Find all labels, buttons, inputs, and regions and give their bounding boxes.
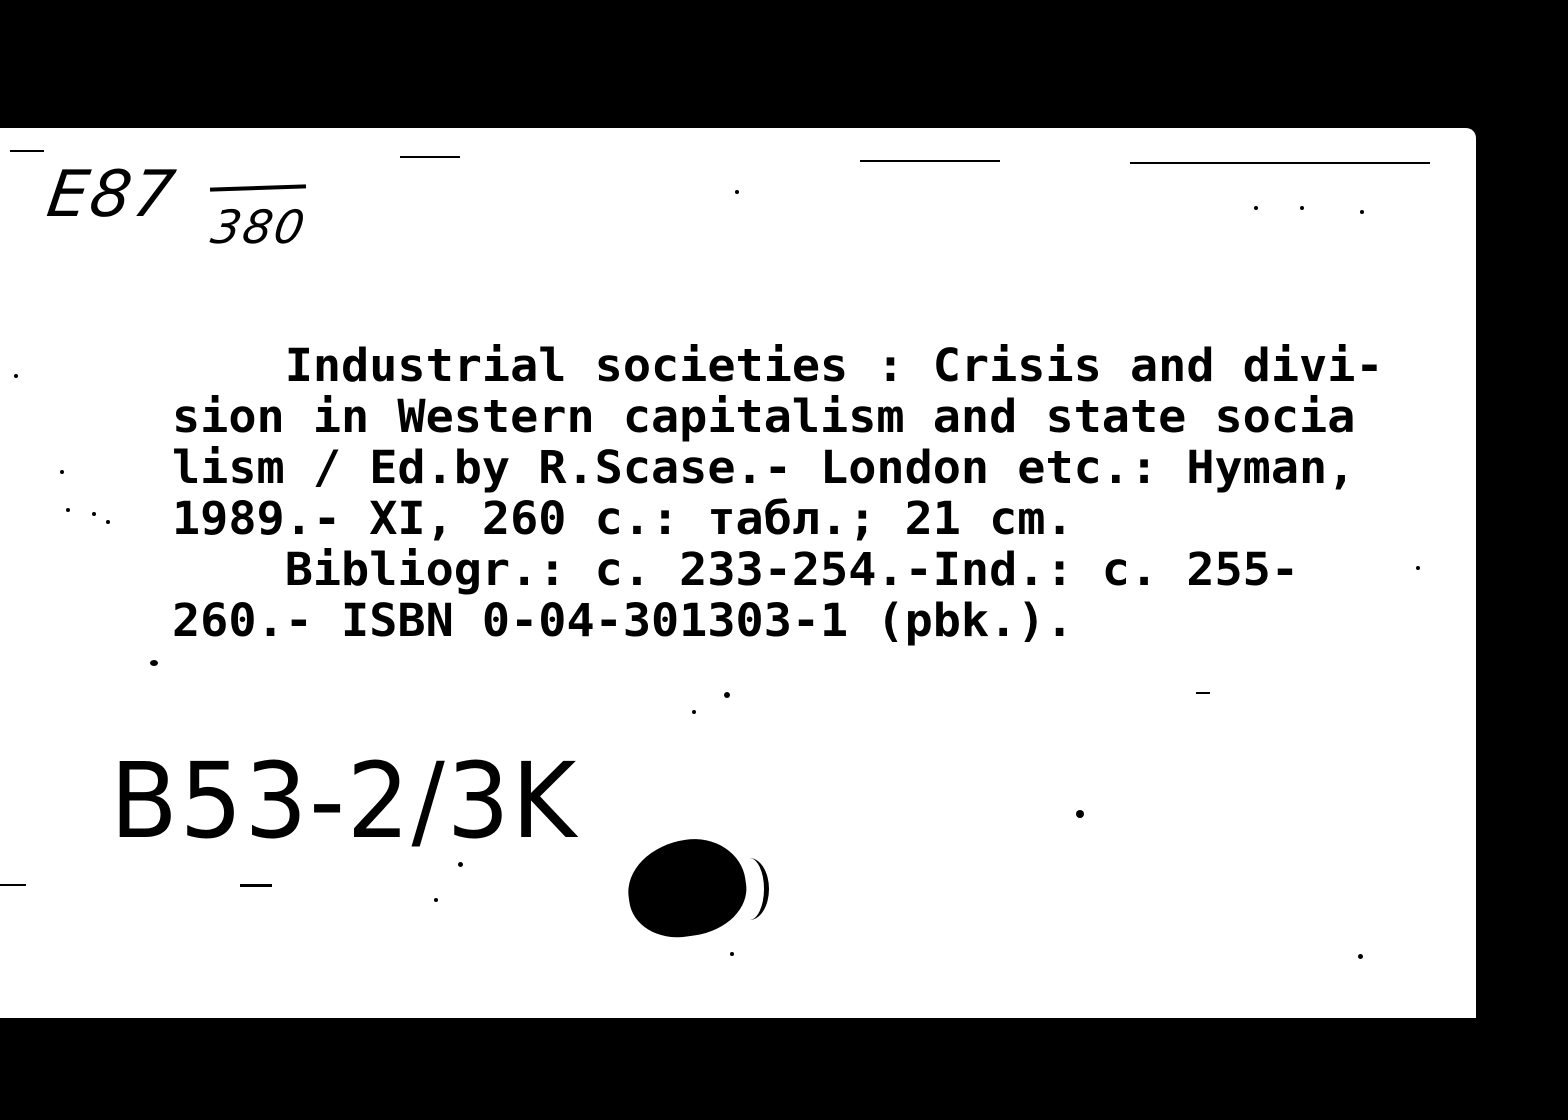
scan-noise-speck	[735, 190, 739, 194]
scan-noise-speck	[724, 692, 730, 698]
scan-noise-speck	[1300, 206, 1304, 210]
entry-line: lism / Ed.by R.Scase.- London etc.: Hyman,	[172, 441, 1356, 494]
scan-noise-dash	[860, 160, 1000, 162]
scan-noise-speck	[66, 508, 70, 512]
scan-noise-speck	[1076, 810, 1084, 818]
scan-noise-dash	[0, 884, 26, 886]
entry-line: Bibliogr.: c. 233-254.-Ind.: c. 255-	[172, 543, 1300, 596]
scan-noise-speck	[1360, 210, 1364, 214]
entry-line: sion in Western capitalism and state socia	[172, 390, 1356, 443]
entry-line: 1989.- XI, 260 c.: табл.; 21 cm.	[172, 492, 1074, 545]
scan-noise-speck	[1416, 566, 1420, 570]
scan-noise-speck	[434, 898, 438, 902]
scan-noise-speck	[730, 952, 734, 956]
scan-noise-dash	[1130, 162, 1430, 164]
handwritten-shelf-subcode: 380	[207, 200, 311, 254]
scan-noise-dash	[10, 150, 44, 152]
scan-noise-speck	[458, 862, 463, 867]
scan-noise-speck	[692, 710, 696, 714]
scan-noise-dash	[240, 884, 272, 887]
handwritten-shelf-code: E87	[42, 158, 182, 232]
scan-noise-dash	[400, 156, 460, 158]
scan-noise-speck	[1358, 954, 1363, 959]
ink-blot-arc	[730, 858, 769, 920]
scan-noise-dash	[1196, 692, 1210, 694]
bibliographic-entry	[172, 340, 1472, 646]
scan-noise-speck	[60, 470, 64, 474]
scan-noise-speck	[92, 512, 96, 516]
entry-line: 260.- ISBN 0-04-301303-1 (pbk.).	[172, 594, 1074, 647]
entry-line: Industrial societies : Crisis and divi-	[172, 339, 1384, 392]
scan-noise-speck	[1254, 206, 1258, 210]
scan-noise-speck	[150, 660, 158, 666]
handwritten-call-number: B53-2/3K	[110, 740, 579, 862]
scan-noise-speck	[106, 520, 110, 524]
scan-noise-speck	[14, 374, 18, 378]
